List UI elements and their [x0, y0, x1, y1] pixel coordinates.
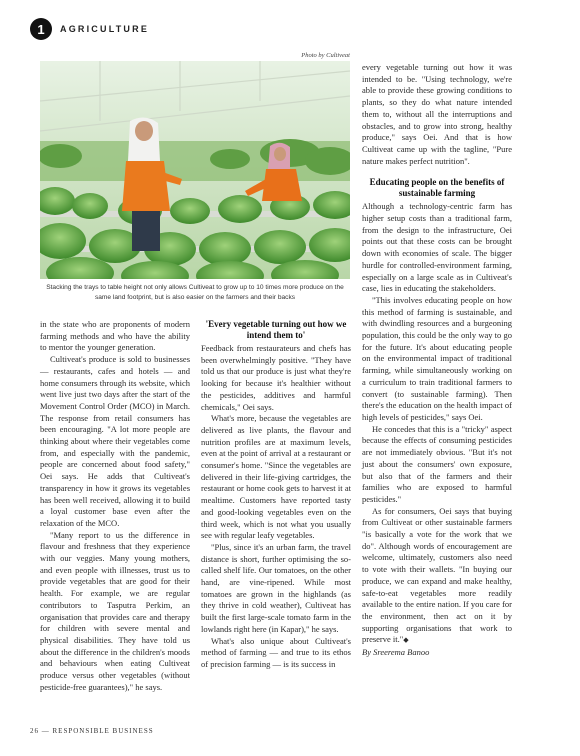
article-column-3: [362, 62, 512, 659]
article-column-1: [40, 319, 190, 694]
photo-caption: Stacking the trays to table height not only allows Cultiveat to grow up to 10 times more produce on the same land footprint, but is also easier on the farmers and their backs: [46, 284, 344, 301]
section-title: AGRICULTURE: [60, 24, 150, 34]
subheading: Educating people on the benefits of sustainable farming: [369, 177, 505, 199]
paragraph: He concedes that this is a "tricky" aspect because the effects of consuming pesticides are not immediately obvious. "But it's not just about the consumers' own exposure, but also that of the farmers and their families who are exposed to harmful pesticides.": [362, 423, 512, 504]
paragraph: "This involves educating people on how this method of farming is sustainable, and with dwindling resources and a burgeoning population, this could be the only way to go for the future. It's about educating people on the environmental impact of traditional farming, while simultaneously working on a curriculum to train traditional farmers to convert (to sustainable farming). Then there's the education on the health impact of high levels of pesticides," says Oei.: [362, 294, 512, 422]
paragraph: Although a technology-centric farm has higher setup costs than a traditional farm, from the design to the infrastructure, Oei points out that these costs can be brought down with economies of scale. The bigger hurdle for controlled-environment farming, especially on a large scale as in Cultiveat's case, lies in educating the stakeholders.: [362, 201, 512, 294]
paragraph: What's more, because the vegetables are delivered as live plants, the flavour and nutrition profiles are at maximum levels, even at the point of arrival at a restaurant or consumer's home. "Since the vegetables are delivered in their life-giving cartridges, the restaurant or home cook gets to harvest it at mealtime. Customers have reported tasty and good-looking vegetables even on the third week, which is not what you usually see with regular leafy vegetables.: [201, 413, 351, 541]
paragraph: "Many report to us the difference in flavour and freshness that they experience with our veggies. Many young mothers, and even people with illnesses, trust us to provide vegetables that are good for their health. For example, we are regular contributors to Tasputra Perkim, an organisation that provides care and therapy for children with severe mental and physical disabilities. They have told us about the difference in the children's moods and behaviours when eating Cultiveat produce versus other vegetables (without pesticide-free guarantees)," he says.: [40, 529, 190, 692]
paragraph: "Plus, since it's an urban farm, the travel distance is short, further optimising the so-called shelf life. Our tomatoes, on the other hand, are vine-ripened. While most tomatoes are grown in the highlands (as they thrive in cold weather), Cultiveat has built the first large-scale tomato farm in the lowlands right here (in Kapar)," he says.: [201, 541, 351, 634]
section-header: [30, 16, 149, 42]
section-number-badge: 1: [30, 18, 52, 40]
byline: By Sreerema Banoo: [362, 647, 430, 658]
page-footer: 26 — RESPONSIBLE BUSINESS: [30, 727, 154, 735]
greenhouse-photo: [40, 61, 350, 279]
paragraph: What's also unique about Cultiveat's method of farming — and true to its ethos of precision farming — is its success in: [201, 635, 351, 669]
paragraph-last: [362, 506, 512, 647]
photo-credit: Photo by Cultiveat: [301, 52, 350, 59]
paragraph: every vegetable turning out how it was intended to be. "Using technology, we're able to provide these growing conditions to plants, so they do what nature intended them to, without all the interruptions and obstacles, and to grow into strong, healthy produce," says Oei. And that is how Cultiveat came up with the tagline, "Pure nature makes perfect nutrition".: [362, 62, 512, 166]
paragraph: Cultiveat's produce is sold to businesses — restaurants, cafes and hotels — and home consumers through its website, which went live just two days after the start of the Movement Control Order (MCO) in March. The response from retail consumers has been encouraging. "A lot more people are thinking about where their vegetables come from, and especially with the pandemic, people are concerned about food safety," Oei says. He adds that Cultiveat's transparency in how it grows its vegetables has been well received, allowing it to build a loyal customer base even after the relaxation of the MCO.: [40, 354, 190, 528]
subheading: 'Every vegetable turning out how we intend them to': [205, 319, 347, 340]
paragraph: Feedback from restaurateurs and chefs has been overwhelmingly positive. "They have told us that our produce is just what they're looking for because it's healthier without the pesticides, additives and harmful chemicals," Oei says.: [201, 343, 351, 412]
paragraph: in the state who are proponents of modern farming methods and who have the ability to mentor the younger generation.: [40, 319, 190, 353]
end-mark-icon: ◆: [403, 636, 409, 645]
greenhouse-illustration: [40, 61, 350, 279]
paragraph-text: As for consumers, Oei says that buying from Cultiveat or other sustainable farmers "is basically a vote for the work that we do". Although words of encouragement are welcome, ultimately, customers also need to vote with their wallets. "In buying our produce, we can expand and make healthy, safe-to-eat vegetables more readily available to the entire nation. If you care for the environment, then act on it by supporting organisations that work to preserve it.": [362, 505, 512, 645]
article-column-2: [201, 319, 351, 671]
